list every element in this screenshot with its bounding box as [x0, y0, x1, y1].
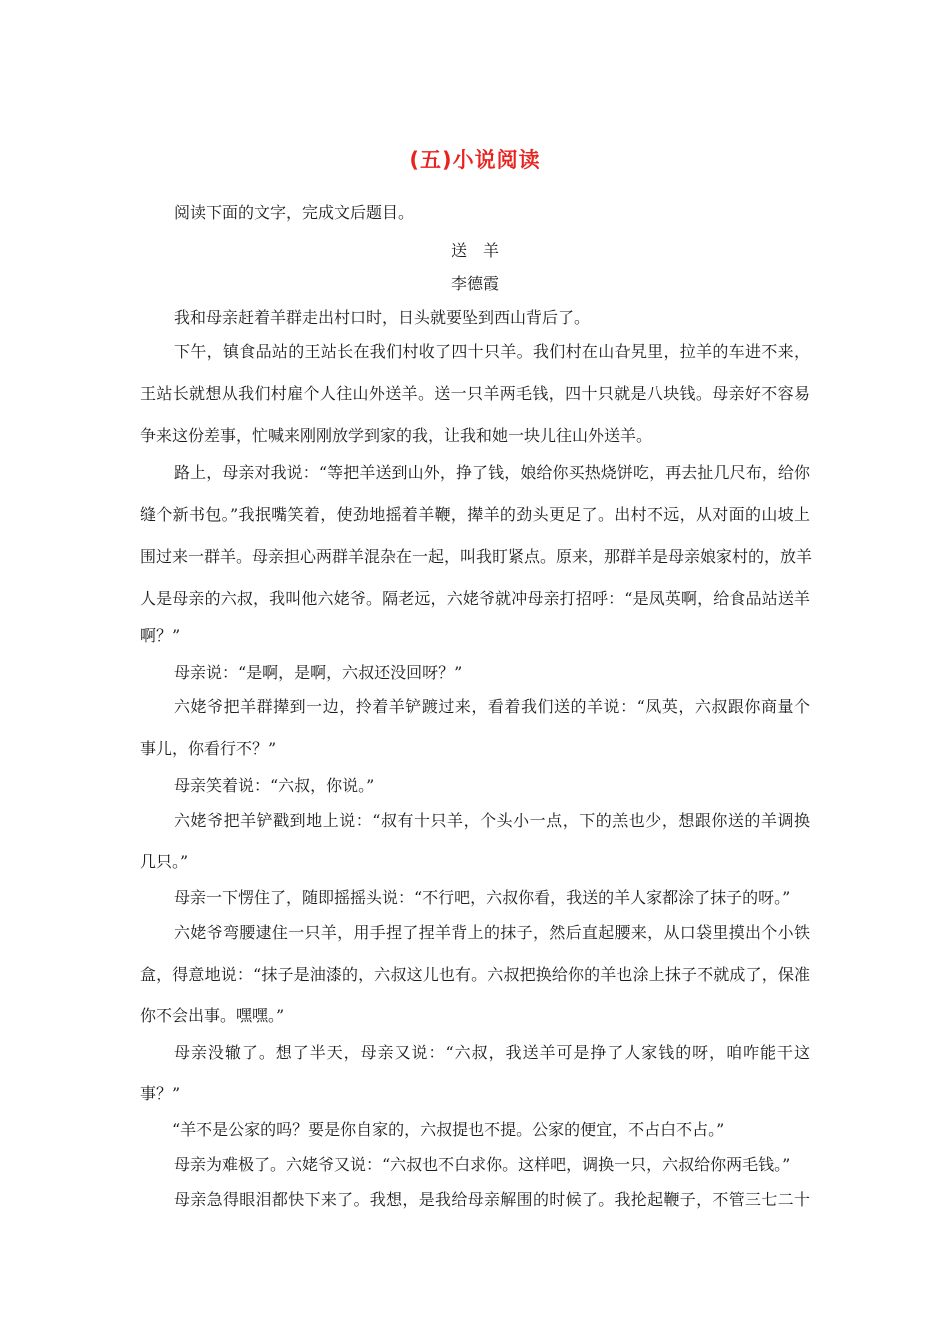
paragraph-line: 盒，得意地说：“抹子是油漆的，六叔这儿也有。六叔把换给你的羊也涂上抹子不就成了，保准 — [140, 965, 810, 984]
paragraph-line: 事儿，你看行不？” — [140, 739, 277, 758]
paragraph-line: 母亲说：“是啊，是啊，六叔还没回呀？” — [174, 663, 463, 682]
paragraph-line: 六姥爷弯腰逮住一只羊，用手捏了捏羊背上的抹子，然后直起腰来，从口袋里摸出个小铁 — [174, 923, 810, 942]
paragraph-line: 人是母亲的六叔，我叫他六姥爷。隔老远，六姥爷就冲母亲打招呼：“是凤英啊，给食品站送羊 — [140, 589, 810, 608]
story-title: 送 羊 — [450, 241, 499, 260]
paragraph-line: 母亲没辙了。想了半天，母亲又说：“六叔，我送羊可是挣了人家钱的呀，咱咋能干这 — [174, 1043, 810, 1062]
paragraph-line: 围过来一群羊。母亲担心两群羊混杂在一起，叫我盯紧点。原来，那群羊是母亲娘家村的，放羊 — [140, 547, 813, 566]
paragraph-line: 六姥爷把羊群撵到一边，拎着羊铲踱过来，看着我们送的羊说：“凤英，六叔跟你商量个 — [174, 697, 810, 716]
paragraph-line: 母亲一下愣住了，随即摇摇头说：“不行吧，六叔你看，我送的羊人家都涂了抹子的呀。” — [174, 888, 791, 907]
paragraph-line: 你不会出事。嘿嘿。” — [140, 1006, 285, 1025]
paragraph-line: 六姥爷把羊铲戳到地上说：“叔有十只羊，个头小一点，下的羔也少，想跟你送的羊调换 — [174, 811, 810, 830]
instruction-text: 阅读下面的文字，完成文后题目。 — [174, 203, 415, 222]
paragraph-line: 争来这份差事，忙喊来刚刚放学到家的我，让我和她一块儿往山外送羊。 — [140, 426, 653, 445]
paragraph-line: 啊？” — [140, 626, 181, 645]
paragraph-line: 事？” — [140, 1084, 181, 1103]
paragraph-line: 母亲为难极了。六姥爷又说：“六叔也不白求你。这样吧，调换一只，六叔给你两毛钱。” — [174, 1155, 791, 1174]
author-name: 李德霞 — [450, 274, 499, 293]
paragraph-line: 路上，母亲对我说：“等把羊送到山外，挣了钱，娘给你买热烧饼吃，再去扯几尺布，给你 — [174, 463, 810, 482]
paragraph-line: “羊不是公家的吗？要是你自家的，六叔提也不提。公家的便宜，不占白不占。” — [172, 1120, 725, 1139]
paragraph-line: 母亲急得眼泪都快下来了。我想，是我给母亲解围的时候了。我抡起鞭子，不管三七二十 — [174, 1190, 810, 1209]
paragraph-line: 下午，镇食品站的王站长在我们村收了四十只羊。我们村在山旮旯里，拉羊的车进不来， — [174, 342, 810, 361]
paragraph-line: 王站长就想从我们村雇个人往山外送羊。送一只羊两毛钱，四十只就是八块钱。母亲好不容易 — [140, 384, 810, 403]
page-title: (五)小说阅读 — [409, 148, 541, 172]
paragraph-line: 我和母亲赶着羊群走出村口时，日头就要坠到西山背后了。 — [174, 308, 591, 327]
paragraph-line: 母亲笑着说：“六叔，你说。” — [174, 776, 375, 795]
paragraph-line: 缝个新书包。”我抿嘴笑着，使劲地摇着羊鞭，撵羊的劲头更足了。出村不远，从对面的山坡上 — [140, 505, 810, 524]
paragraph-line: 几只。” — [140, 852, 189, 871]
